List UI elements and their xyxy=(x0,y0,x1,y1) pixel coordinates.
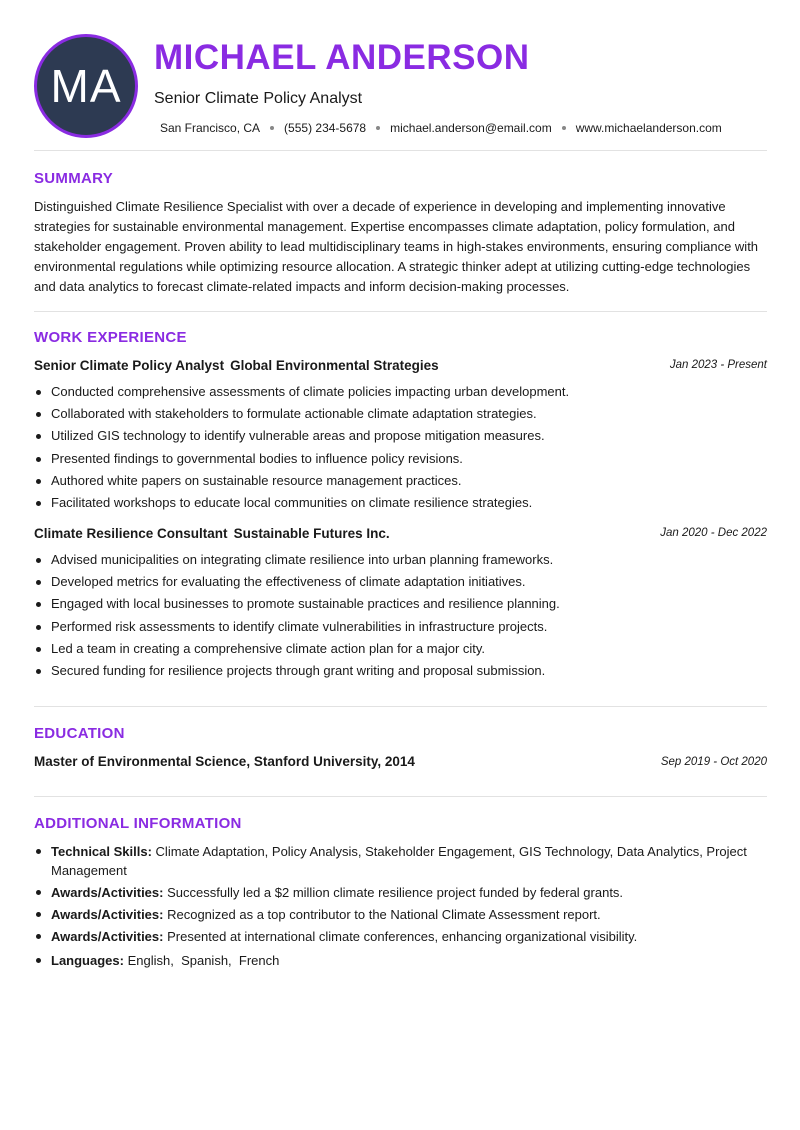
contact-email[interactable]: michael.anderson@email.com xyxy=(390,121,552,135)
contact-website[interactable]: www.michaelanderson.com xyxy=(575,121,722,135)
item-text: English, Spanish, French xyxy=(127,953,280,968)
list-item: Facilitated workshops to educate local communities on climate resilience strategies. xyxy=(34,492,767,514)
item-text: Successfully led a $2 million climate resilience project funded by federal grants. xyxy=(167,885,624,900)
item-label: Technical Skills: xyxy=(51,844,152,859)
separator-dot xyxy=(562,126,566,130)
list-item: Conducted comprehensive assessments of climate policies impacting urban development. xyxy=(34,381,767,403)
section-divider xyxy=(34,150,767,151)
item-label: Awards/Activities: xyxy=(51,885,164,900)
list-item: Performed risk assessments to identify climate vulnerabilities in infrastructure projects. xyxy=(34,616,767,638)
separator-dot xyxy=(376,126,380,130)
item-label: Awards/Activities: xyxy=(51,929,164,944)
list-item: Developed metrics for evaluating the effectiveness of climate adaptation initiatives. xyxy=(34,571,767,593)
list-item xyxy=(34,927,767,946)
resume-header xyxy=(34,34,767,138)
list-item: Led a team in creating a comprehensive climate action plan for a major city. xyxy=(34,638,767,660)
job-bullets xyxy=(34,381,767,514)
job-header xyxy=(34,526,767,544)
education-degree: Master of Environmental Science, Stanford University, 2014 xyxy=(34,754,415,769)
job-bullets xyxy=(34,549,767,682)
section-divider xyxy=(34,311,767,312)
job-title-line xyxy=(34,526,390,541)
work-experience-heading: WORK EXPERIENCE xyxy=(34,329,187,346)
job-title-line xyxy=(34,358,439,373)
list-item: Engaged with local businesses to promote sustainable practices and resilience planning. xyxy=(34,593,767,615)
contact-line xyxy=(160,121,722,135)
job-company: Global Environmental Strategies xyxy=(230,358,439,373)
separator-dot xyxy=(270,126,274,130)
job-company: Sustainable Futures Inc. xyxy=(233,526,390,541)
item-label: Languages: xyxy=(51,953,124,968)
list-item: Advised municipalities on integrating climate resilience into urban planning frameworks. xyxy=(34,549,767,571)
job-header xyxy=(34,358,767,376)
summary-heading: SUMMARY xyxy=(34,170,114,187)
item-text: Recognized as a top contributor to the National Climate Assessment report. xyxy=(167,907,601,922)
list-item: Secured funding for resilience projects through grant writing and proposal submission. xyxy=(34,660,767,682)
list-item xyxy=(34,905,767,924)
list-item xyxy=(34,951,767,970)
avatar xyxy=(34,34,138,138)
list-item xyxy=(34,842,767,880)
list-item: Authored white papers on sustainable resource management practices. xyxy=(34,470,767,492)
item-label: Awards/Activities: xyxy=(51,907,164,922)
list-item: Presented findings to governmental bodies to influence policy revisions. xyxy=(34,448,767,470)
additional-info-heading: ADDITIONAL INFORMATION xyxy=(34,815,242,832)
contact-location: San Francisco, CA xyxy=(160,121,261,135)
job-dates: Jan 2023 - Present xyxy=(669,359,767,371)
job-title: Senior Climate Policy Analyst xyxy=(34,358,225,373)
additional-info-list xyxy=(34,842,767,973)
section-divider xyxy=(34,796,767,797)
candidate-role: Senior Climate Policy Analyst xyxy=(154,90,363,107)
education-dates: Sep 2019 - Oct 2020 xyxy=(660,756,767,768)
avatar-initials: MA xyxy=(50,60,122,112)
education-entry xyxy=(34,754,767,774)
section-divider xyxy=(34,706,767,707)
list-item: Collaborated with stakeholders to formulate actionable climate adaptation strategies. xyxy=(34,403,767,425)
list-item xyxy=(34,883,767,902)
item-text: Presented at international climate conferences, enhancing organizational visibility. xyxy=(167,929,638,944)
summary-text: Distinguished Climate Resilience Specialist with over a decade of experience in developing and implementing innovative strategies for sustainable environmental management. Expertise encompasses climate adaptation, policy formulation, and stakeholder engagement. Proven ability to lead multidisciplinary teams in high-stakes environments, ensuring compliance with environmental regulations while optimizing resource allocation. A strategic thinker adept at utilizing cutting-edge technologies and data analytics to forecast climate-related impacts and inform decision-making processes. xyxy=(34,199,759,294)
list-item: Utilized GIS technology to identify vulnerable areas and propose mitigation measures. xyxy=(34,425,767,447)
contact-phone: (555) 234-5678 xyxy=(284,121,367,135)
candidate-name: MICHAEL ANDERSON xyxy=(154,38,530,77)
item-text: Climate Adaptation, Policy Analysis, Stakeholder Engagement, GIS Technology, Data Analytics, Project Management xyxy=(51,844,747,878)
job-dates: Jan 2020 - Dec 2022 xyxy=(660,527,767,539)
job-title: Climate Resilience Consultant xyxy=(34,526,228,541)
education-heading: EDUCATION xyxy=(34,725,125,742)
